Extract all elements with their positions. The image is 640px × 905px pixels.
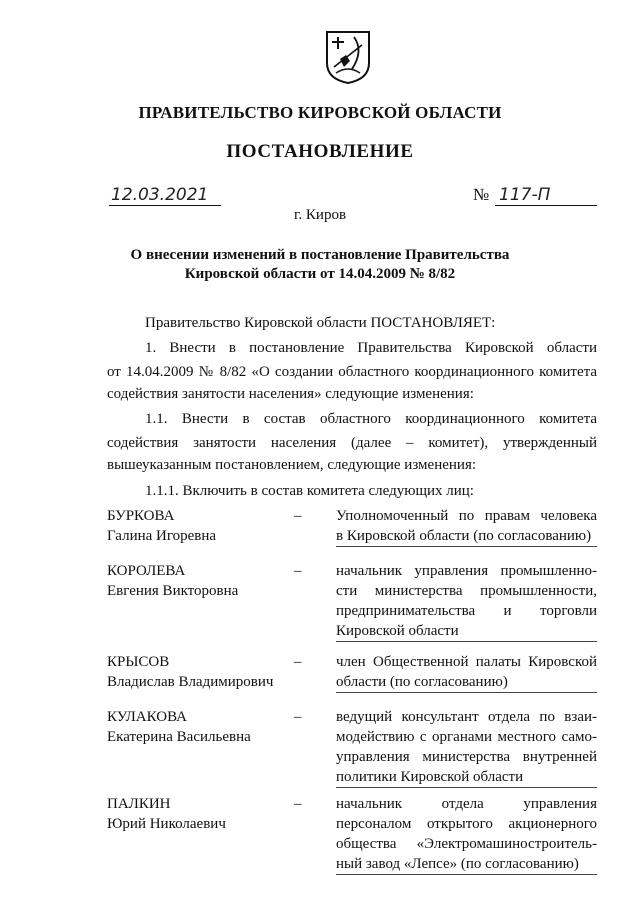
role-line: начальник отдела управления (336, 796, 597, 812)
coat-of-arms-icon (324, 29, 372, 85)
role-line: в Кировской области (по согласованию) (336, 526, 597, 547)
role-line: сти министерства промышленности, (336, 583, 597, 599)
member-role (336, 707, 597, 788)
member-name (107, 794, 226, 834)
subject-line: Кировской области от 14.04.2009 № 8/82 (184, 266, 456, 282)
member-dash: – (294, 508, 302, 524)
role-line: модействию с органами местного само- (336, 729, 597, 745)
organization-title: ПРАВИТЕЛЬСТВО КИРОВСКОЙ ОБЛАСТИ (138, 103, 502, 122)
document-type-title: ПОСТАНОВЛЕНИЕ (226, 141, 414, 162)
member-dash: – (294, 654, 302, 670)
member-given-names: Галина Игоревна (107, 528, 217, 544)
member-name (107, 506, 216, 546)
member-role (336, 561, 597, 642)
member-name (107, 561, 238, 601)
role-line: ведущий консультант отдела по взаи- (336, 709, 597, 725)
role-line: ный завод «Лепсе» (по согласованию) (336, 854, 597, 875)
member-surname: КУЛАКОВА (107, 709, 187, 725)
role-line: предпринимательства и торговли (336, 603, 597, 619)
role-line: Уполномоченный по правам человека (336, 508, 597, 524)
role-line: начальник управления промышленно- (336, 563, 597, 579)
member-given-names: Юрий Николаевич (107, 816, 226, 832)
role-line: персоналом открытого акционерного (336, 816, 597, 832)
paragraph-1-line: содействия занятости населения» следующие изменения: (107, 386, 474, 402)
paragraph-1-1-line: вышеуказанным постановлением, следующие изменения: (107, 457, 477, 473)
member-given-names: Екатерина Васильевна (107, 729, 251, 745)
member-dash: – (294, 709, 302, 725)
role-line: управления министерства внутренней (336, 749, 597, 765)
role-line: Кировской области (336, 621, 597, 642)
member-dash: – (294, 796, 302, 812)
document-date: 12.03.2021 (109, 185, 221, 206)
number-label: № (473, 185, 490, 204)
member-dash: – (294, 563, 302, 579)
member-surname: БУРКОВА (107, 508, 175, 524)
member-role (336, 506, 597, 547)
member-name (107, 652, 273, 692)
document-subject (0, 246, 640, 284)
paragraph-1-1-1: 1.1.1. Включить в состав комитета следующих лиц: (145, 483, 474, 499)
paragraph-1-1-line: 1.1. Внести в состав областного координационного комитета (145, 411, 597, 427)
role-line: политики Кировской области (336, 767, 597, 788)
member-given-names: Владислав Владимирович (107, 674, 274, 690)
paragraph-1-line: от 14.04.2009 № 8/82 «О создании областного координационного комитета (107, 364, 597, 380)
member-surname: ПАЛКИН (107, 796, 171, 812)
paragraph-1-line: 1. Внести в постановление Правительства Кировской области (145, 340, 597, 356)
member-name (107, 707, 251, 747)
subject-line: О внесении изменений в постановление Правительства (130, 247, 510, 263)
paragraph-1-1-line: содействия занятости населения (далее – комитет), утвержденный (107, 435, 597, 451)
member-surname: КОРОЛЕВА (107, 563, 186, 579)
member-role (336, 652, 597, 693)
member-given-names: Евгения Викторовна (107, 583, 239, 599)
member-role (336, 794, 597, 875)
role-line: член Общественной палаты Кировской (336, 654, 597, 670)
role-line: общества «Электромашиностроитель- (336, 836, 597, 852)
preamble: Правительство Кировской области ПОСТАНОВЛЯЕТ: (145, 315, 496, 331)
member-surname: КРЫСОВ (107, 654, 170, 670)
city: г. Киров (293, 207, 347, 223)
document-number: 117-П (495, 185, 597, 206)
role-line: области (по согласованию) (336, 672, 597, 693)
